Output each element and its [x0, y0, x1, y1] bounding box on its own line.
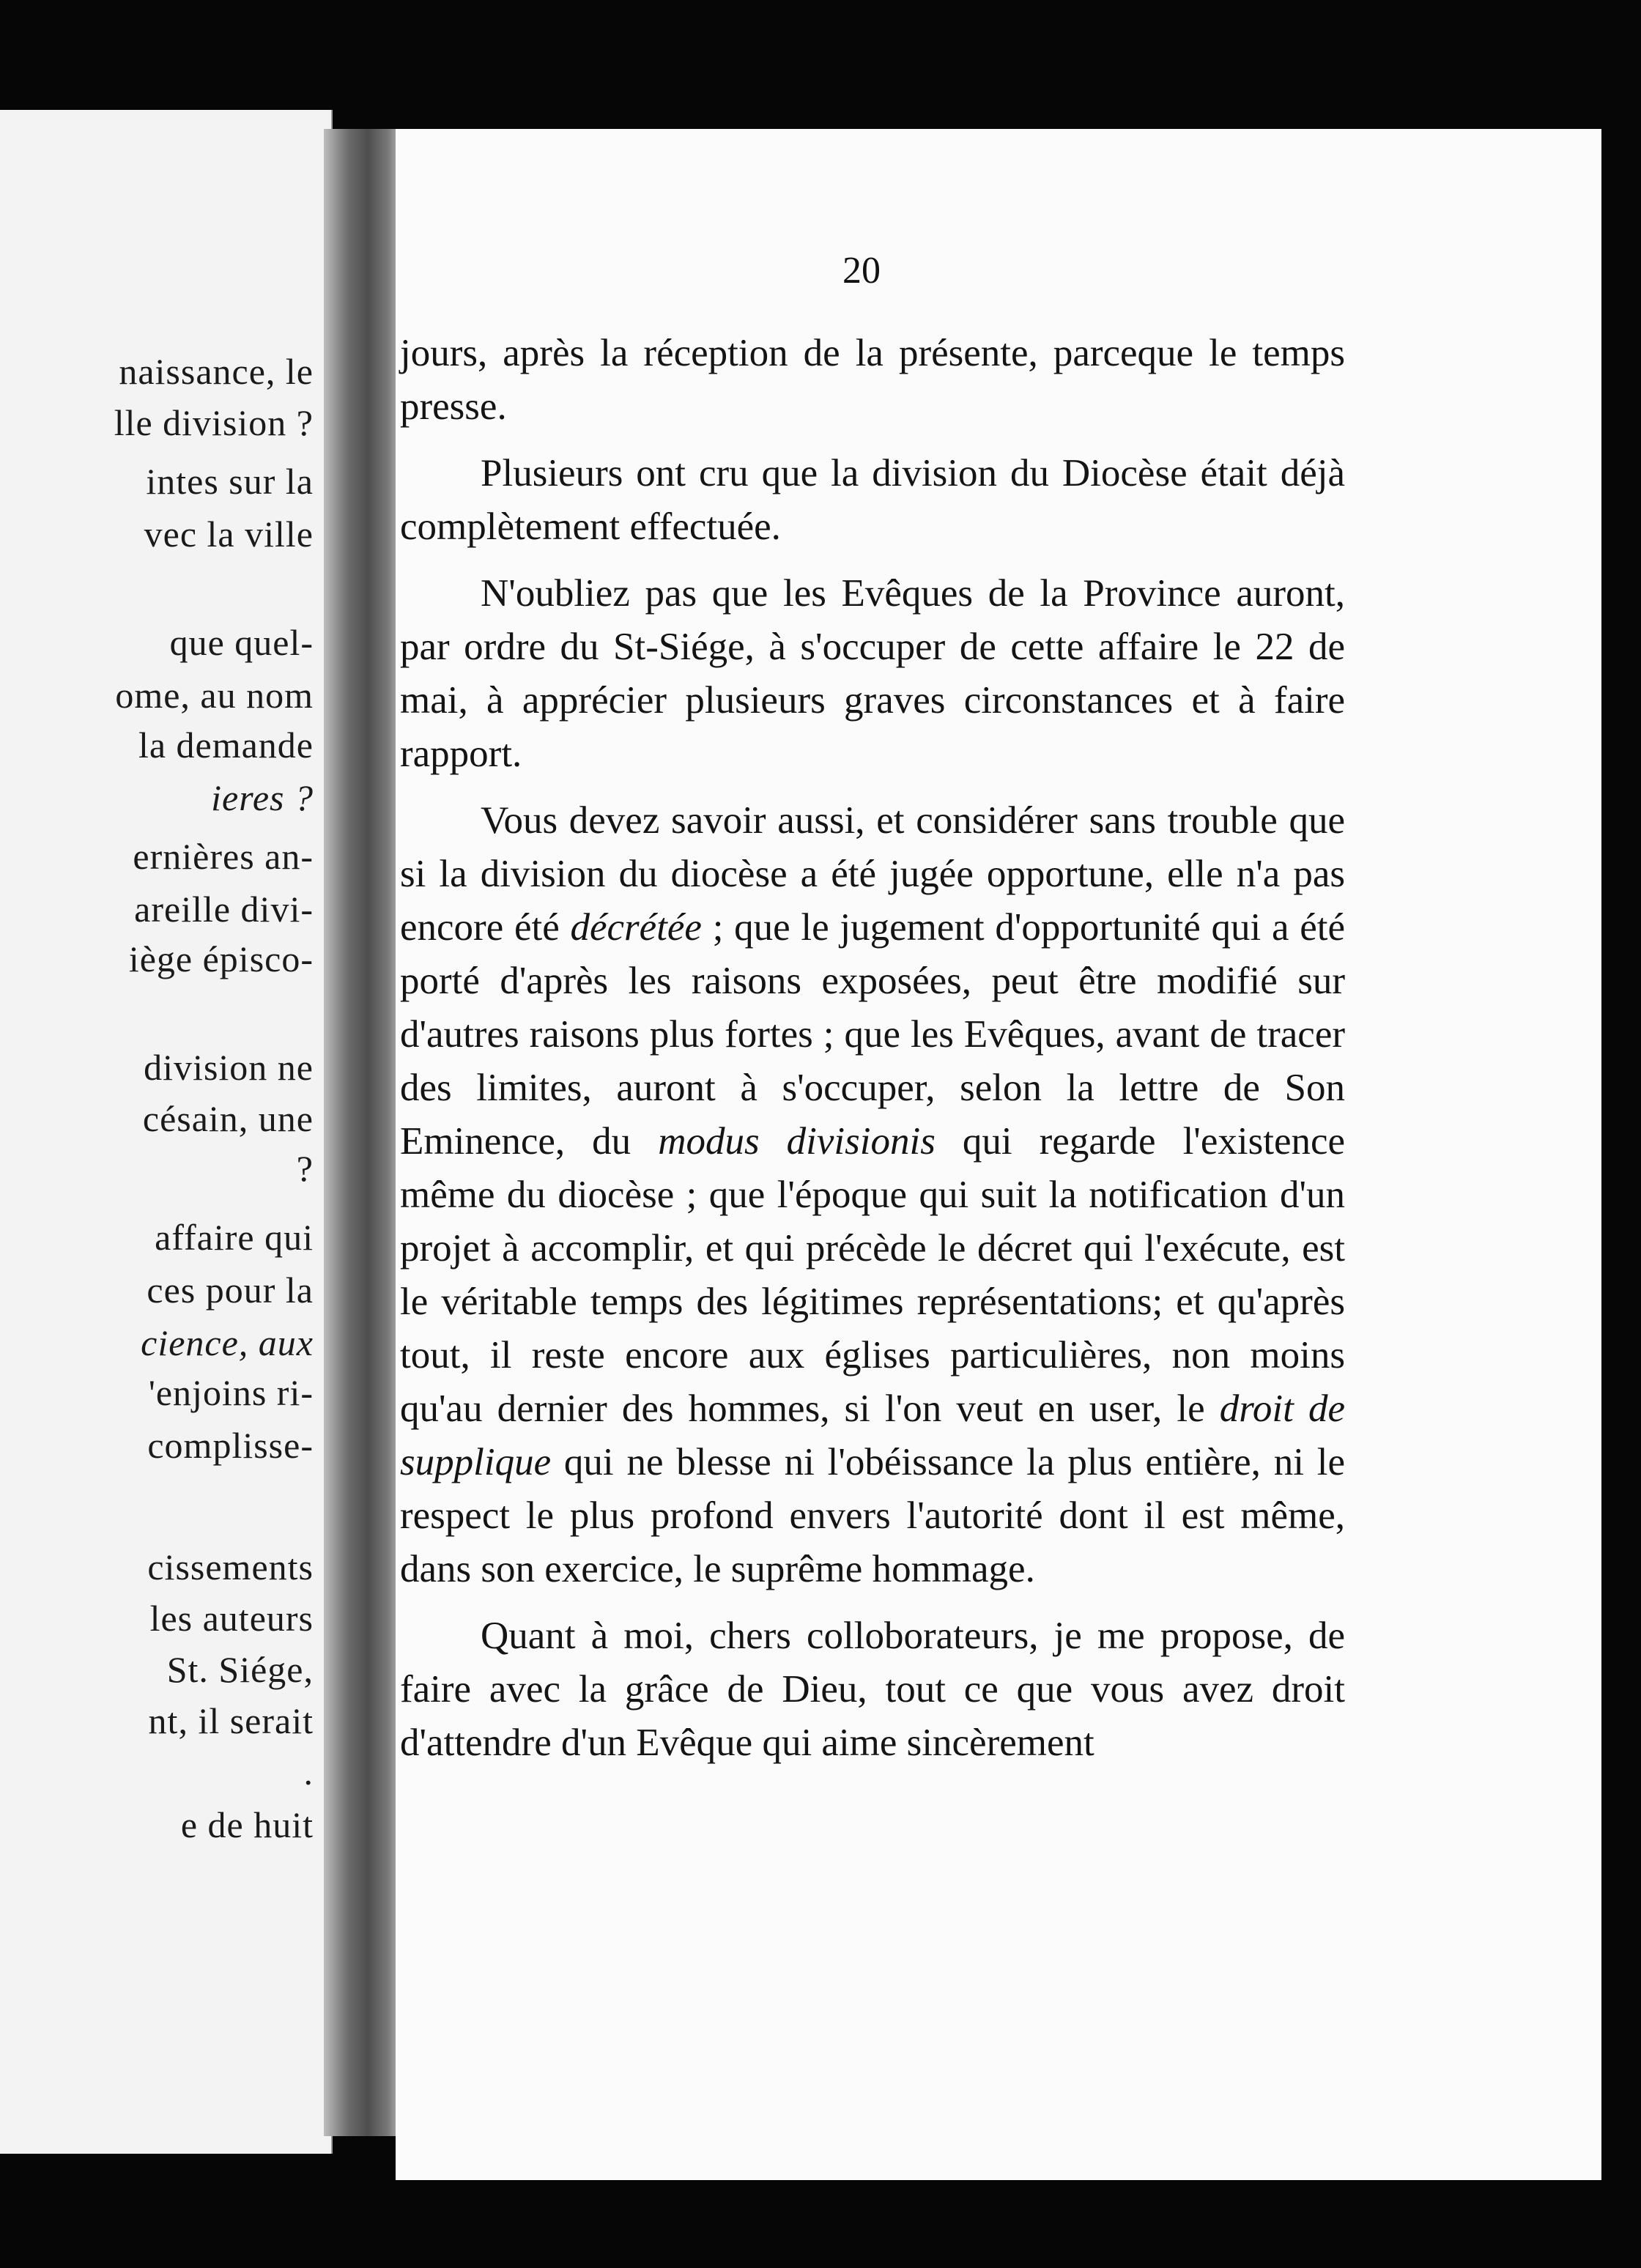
left-page-line: ome, au nom	[115, 675, 314, 716]
italic-term: décrétée	[570, 906, 702, 949]
left-page-line: affaire qui	[155, 1217, 314, 1258]
left-page-line: St. Siége,	[166, 1649, 314, 1690]
italic-term: modus divisionis	[658, 1120, 936, 1163]
left-page-line: les auteurs	[149, 1598, 314, 1639]
paragraph	[400, 794, 1345, 1596]
paragraph: Plusieurs ont cru que la division du Diocèse était déjà complètement effectuée.	[400, 452, 1345, 548]
left-page-line: que quel-	[169, 622, 314, 663]
left-page-line: areille divi-	[134, 889, 314, 930]
paragraph: Quant à moi, chers colloborateurs, je me propose, de faire avec la grâce de Dieu, tout ce que vous avez droit d'attendre d'un Evêque qui aime sincèrement	[400, 1615, 1345, 1764]
text-run: Vous devez savoir aussi, et considérer sans trouble que si la division du diocèse a été jugée opportune, elle n'a pas encore été	[400, 799, 1345, 949]
left-page-line: nt, il serait	[148, 1700, 314, 1741]
paragraph: N'oubliez pas que les Evêques de la Province auront, par ordre du St-Siége, à s'occuper de cette affaire le 22 de mai, à apprécier plusieurs graves circonstances et à faire rapport.	[400, 572, 1345, 775]
left-page-line: lle division ?	[114, 402, 314, 443]
left-page	[0, 110, 333, 2154]
left-page-line: 'enjoins ri-	[148, 1372, 314, 1413]
paragraph: jours, après la réception de la présente, parceque le temps presse.	[400, 332, 1345, 428]
page-body-text	[400, 327, 1345, 1783]
left-page-line: vec la ville	[144, 514, 314, 555]
left-page-line: e de huit	[180, 1804, 314, 1845]
text-run: ; que le jugement d'opportunité qui a été porté d'après les raisons exposées, peut être modifié sur d'autres raisons plus fortes ; que les Evêques, avant de tracer des limites, auront à s'occuper, selon la lettre de Son Eminence, du	[400, 906, 1345, 1163]
left-page-line: ?	[296, 1148, 314, 1189]
left-page-line: cience, aux	[141, 1322, 314, 1363]
left-page-line: iège épisco-	[128, 938, 314, 979]
book-binding-gutter	[324, 129, 404, 2136]
italic-term: droit de supplique	[400, 1387, 1346, 1483]
left-page-line: cissements	[147, 1546, 314, 1587]
left-page-line: complisse-	[147, 1425, 314, 1466]
text-run: qui regarde l'existence même du diocèse ; que l'époque qui suit la notification d'un projet à accomplir, et qui précède le décret qui l'exécute, est le véritable temps des légitimes représentations; et qu'après tout, il reste encore aux églises particulières, non moins qu'au dernier des hommes, si l'on veut en user, le	[400, 1120, 1346, 1430]
left-page-line: ernières an-	[133, 836, 314, 877]
left-page-line: la demande	[138, 724, 314, 766]
left-page-line: ces pour la	[147, 1270, 314, 1311]
page-number: 20	[842, 250, 881, 292]
left-page-line: naissance, le	[119, 351, 314, 392]
left-page-line: .	[303, 1752, 314, 1793]
left-page-line: ieres ?	[211, 777, 314, 818]
left-page-line: division ne	[144, 1047, 314, 1088]
left-page-line: césain, une	[142, 1098, 314, 1139]
text-run: qui ne blesse ni l'obéissance la plus entière, ni le respect le plus profond envers l'autorité dont il est même, dans son exercice, le suprême hommage.	[400, 1441, 1345, 1590]
left-page-line: intes sur la	[146, 461, 314, 502]
